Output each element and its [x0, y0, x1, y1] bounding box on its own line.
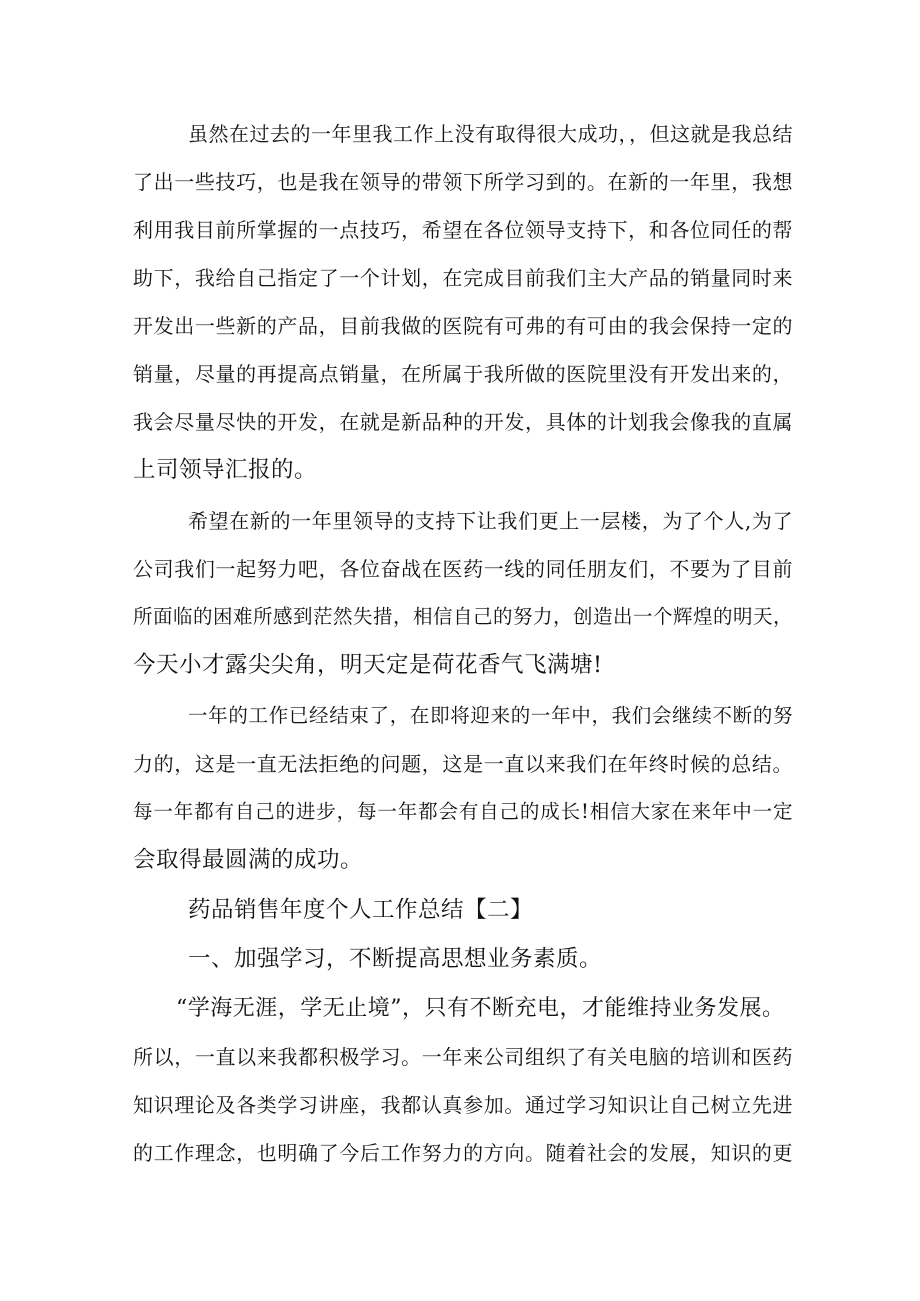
paragraph-1-line-6: 销量，尽量的再提高点销量，在所属于我所做的医院里没有开发出来的， [133, 362, 793, 386]
paragraph-3-line-3: 每一年都有自己的进步，每一年都会有自己的成长!相信大家在来年中一定 [133, 800, 793, 823]
paragraph-2-line-2: 公司我们一起努力吧，各位奋战在医药一线的同任朋友们，不要为了目前 [133, 557, 793, 581]
paragraph-1-line-5: 开发出一些新的产品，目前我做的医院有可弗的有可由的我会保持一定的 [133, 314, 793, 338]
paragraph-1-line-1: 虽然在过去的一年里我工作上没有取得很大成功，，但这就是我总结 [188, 122, 793, 146]
paragraph-2-line-1: 希望在新的一年里领导的支持下让我们更上一层楼，为了个人,为了 [188, 509, 793, 533]
paragraph-3-line-2: 力的，这是一直无法拒绝的问题，这是一直以来我们在年终时候的总结。 [133, 752, 793, 776]
paragraph-1-line-4: 助下，我给自己指定了一个计划，在完成目前我们主大产品的销量同时来 [133, 266, 793, 290]
subheading-1: 一、加强学习，不断提高思想业务素质。 [188, 946, 603, 972]
paragraph-1-line-7: 我会尽量尽快的开发，在就是新品种的开发，具体的计划我会像我的直属 [133, 410, 793, 434]
paragraph-2-line-3: 所面临的困难所感到茫然失措，相信自己的努力，创造出一个辉煌的明天， [133, 605, 794, 628]
paragraph-3-line-4: 会取得最圆满的成功。 [133, 847, 364, 873]
paragraph-1-line-8: 上司领导汇报的。 [133, 457, 318, 483]
paragraph-1-line-2: 了出一些技巧，也是我在领导的带领下所学习到的。在新的一年里，我想 [133, 170, 793, 194]
paragraph-4-line-4: 的工作理念，也明确了今后工作努力的方向。随着社会的发展，知识的更 [133, 1141, 793, 1165]
paragraph-1-line-3: 利用我目前所掌握的一点技巧，希望在各位领导支持下，和各位同任的帮 [133, 218, 793, 242]
paragraph-4-line-1: “学海无涯，学无止境”，只有不断充电，才能维持业务发展。 [176, 996, 785, 1021]
paragraph-4-line-2: 所以，一直以来我都积极学习。一年来公司组织了有关电脑的培训和医药 [133, 1045, 793, 1069]
section-heading: 药品销售年度个人工作总结【二】 [188, 897, 534, 923]
paragraph-4-line-3: 知识理论及各类学习讲座，我都认真参加。通过学习知识让自己树立先进 [133, 1093, 793, 1117]
paragraph-2-line-4: 今天小才露尖尖角，明天定是荷花香气飞满塘! [133, 652, 603, 678]
paragraph-3-line-1: 一年的工作已经结束了，在即将迎来的一年中，我们会继续不断的努 [188, 704, 793, 727]
